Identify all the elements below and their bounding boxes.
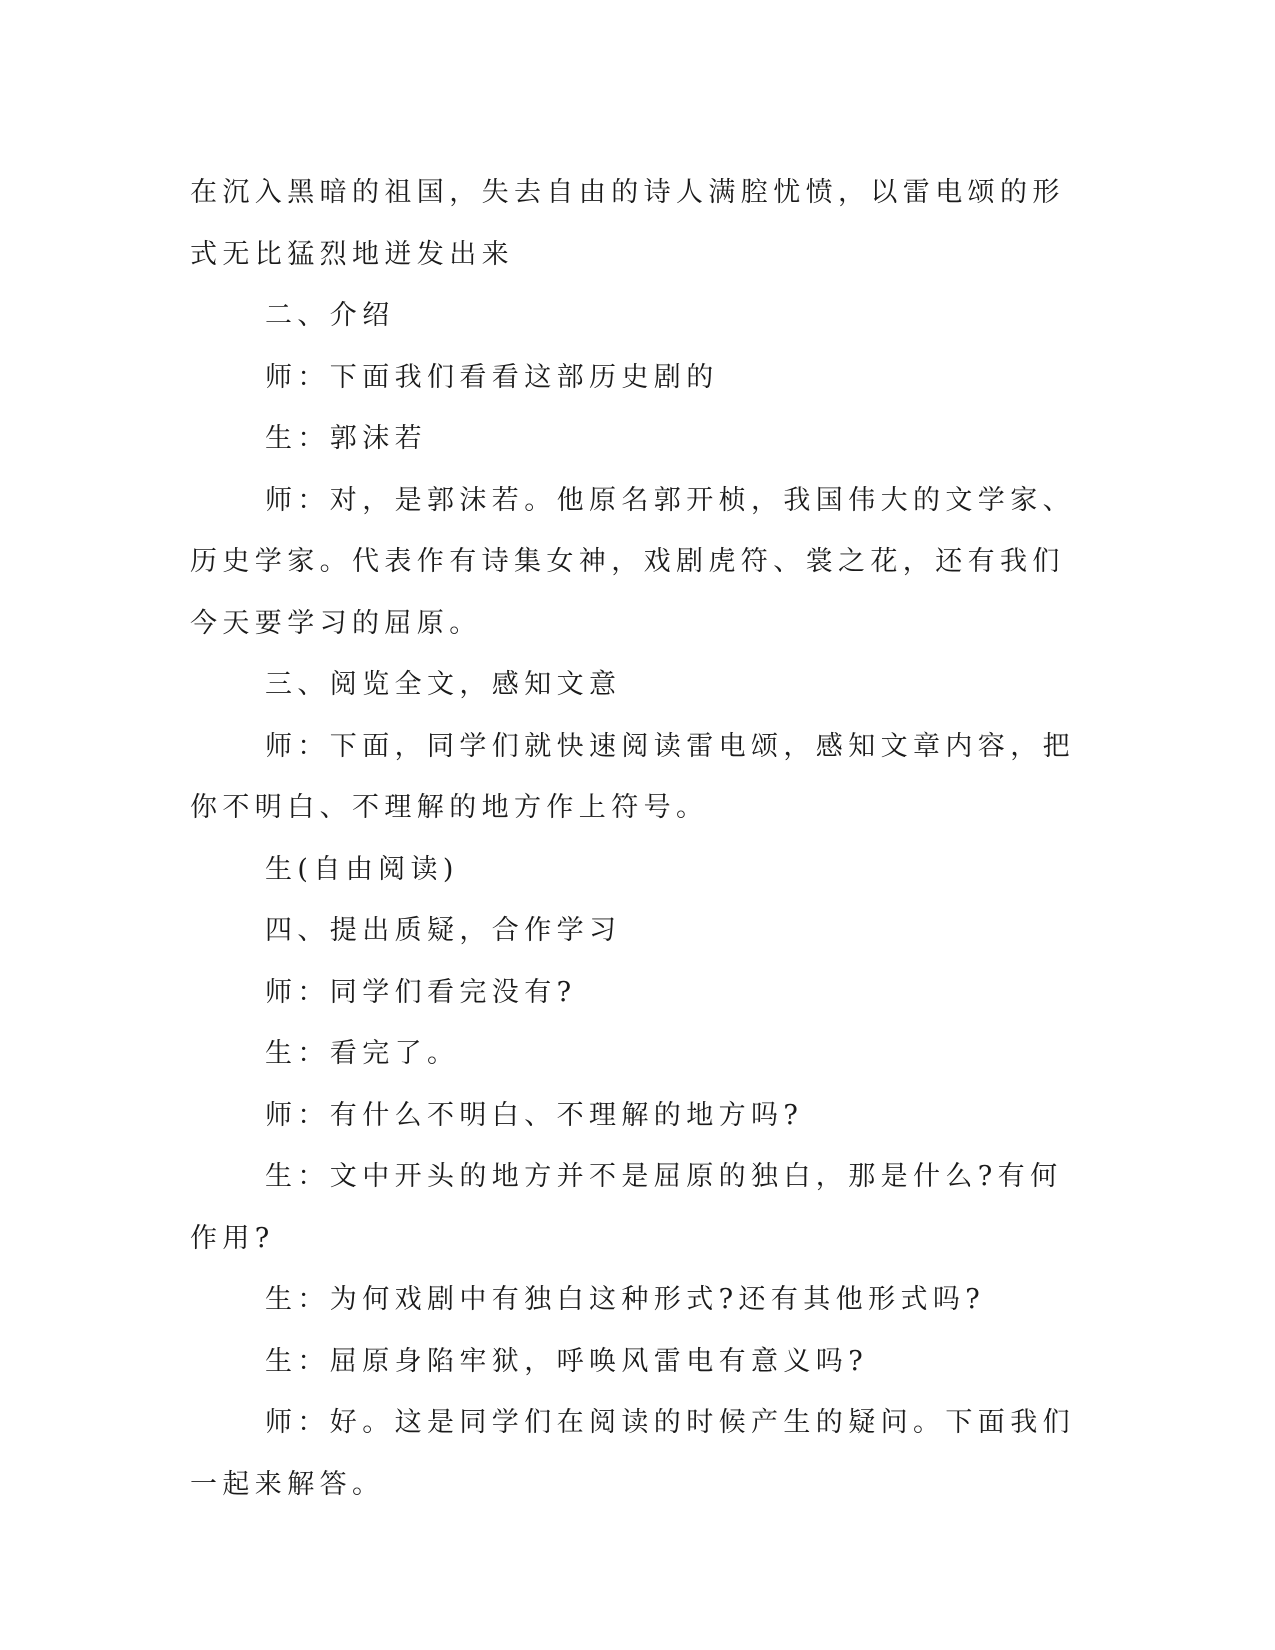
dialogue-teacher: 师：下面，同学们就快速阅读雷电颂，感知文章内容，把你不明白、不理解的地方作上符号。 — [190, 730, 1075, 823]
section-heading-questions: 四、提出质疑，合作学习 — [265, 915, 622, 946]
dialogue-teacher: 师：下面我们看看这部历史剧的 — [265, 361, 719, 393]
dialogue-student: 生：为何戏剧中有独白这种形式?还有其他形式吗? — [265, 1284, 986, 1315]
dialogue-student: 生：郭沫若 — [265, 423, 427, 454]
dialogue-student: 生：文中开头的地方并不是屈原的独白，那是什么?有何作用? — [190, 1161, 1063, 1254]
dialogue-student: 生(自由阅读) — [265, 853, 459, 885]
dialogue-teacher: 师：好。这是同学们在阅读的时候产生的疑问。下面我们一起来解答。 — [190, 1407, 1075, 1500]
dialogue-student: 生：看完了。 — [265, 1038, 460, 1069]
dialogue-teacher: 师：对，是郭沫若。他原名郭开桢，我国伟大的文学家、历史学家。代表作有诗集女神，戏剧虎符、裳之花，还有我们今天要学习的屈原。 — [190, 484, 1075, 639]
paragraph-continuation: 在沉入黑暗的祖国，失去自由的诗人满腔忧愤，以雷电颂的形式无比猛烈地迸发出来 — [190, 177, 1065, 270]
section-heading-introduction: 二、介绍 — [265, 300, 395, 331]
section-heading-reading: 三、阅览全文，感知文意 — [265, 669, 622, 700]
dialogue-teacher: 师：有什么不明白、不理解的地方吗? — [265, 1099, 804, 1131]
dialogue-teacher: 师：同学们看完没有? — [265, 976, 577, 1008]
dialogue-student: 生：屈原身陷牢狱，呼唤风雷电有意义吗? — [265, 1345, 869, 1377]
document-body — [190, 162, 1080, 1515]
